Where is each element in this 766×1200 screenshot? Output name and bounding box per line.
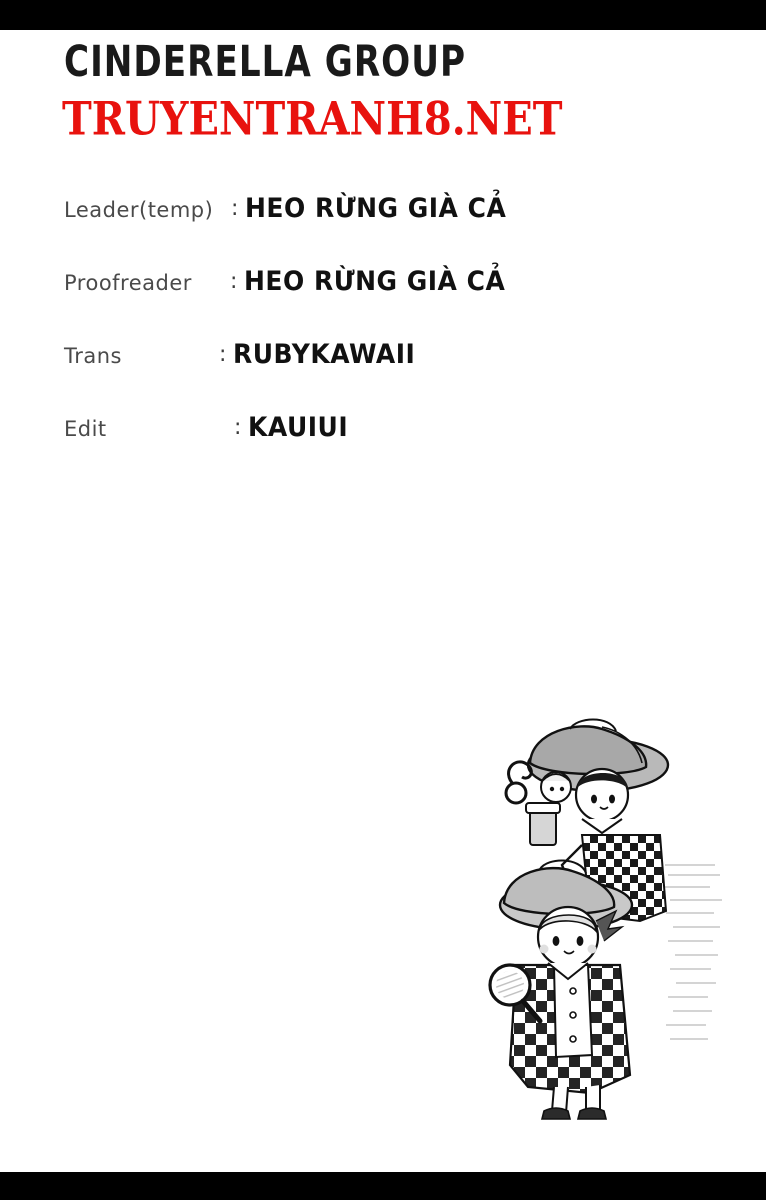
staff-separator: : bbox=[231, 196, 239, 221]
staff-row bbox=[64, 409, 724, 482]
staff-member-name: HEO RỪNG GIÀ CẢ bbox=[244, 265, 506, 297]
group-title: CINDERELLA GROUP bbox=[64, 37, 467, 87]
staff-row bbox=[64, 190, 724, 263]
staff-role-label: Proofreader bbox=[64, 271, 192, 295]
staff-member-name: KAUIUI bbox=[248, 411, 349, 443]
staff-separator: : bbox=[234, 415, 242, 440]
staff-separator: : bbox=[230, 269, 238, 294]
staff-row bbox=[64, 336, 724, 409]
chibi-detectives-artwork bbox=[470, 715, 730, 1125]
staff-role-label: Leader(temp) bbox=[64, 198, 214, 222]
staff-credits-list bbox=[64, 190, 724, 482]
staff-member-name: RUBYKAWAII bbox=[233, 338, 416, 370]
staff-separator: : bbox=[219, 342, 227, 367]
top-black-bar bbox=[0, 0, 766, 30]
staff-row bbox=[64, 263, 724, 336]
bottom-black-bar bbox=[0, 1172, 766, 1200]
staff-role-label: Trans bbox=[64, 344, 122, 368]
site-title: TRUYENTRANH8.NET bbox=[62, 92, 563, 147]
staff-member-name: HEO RỪNG GIÀ CẢ bbox=[245, 192, 507, 224]
staff-role-label: Edit bbox=[64, 417, 107, 441]
